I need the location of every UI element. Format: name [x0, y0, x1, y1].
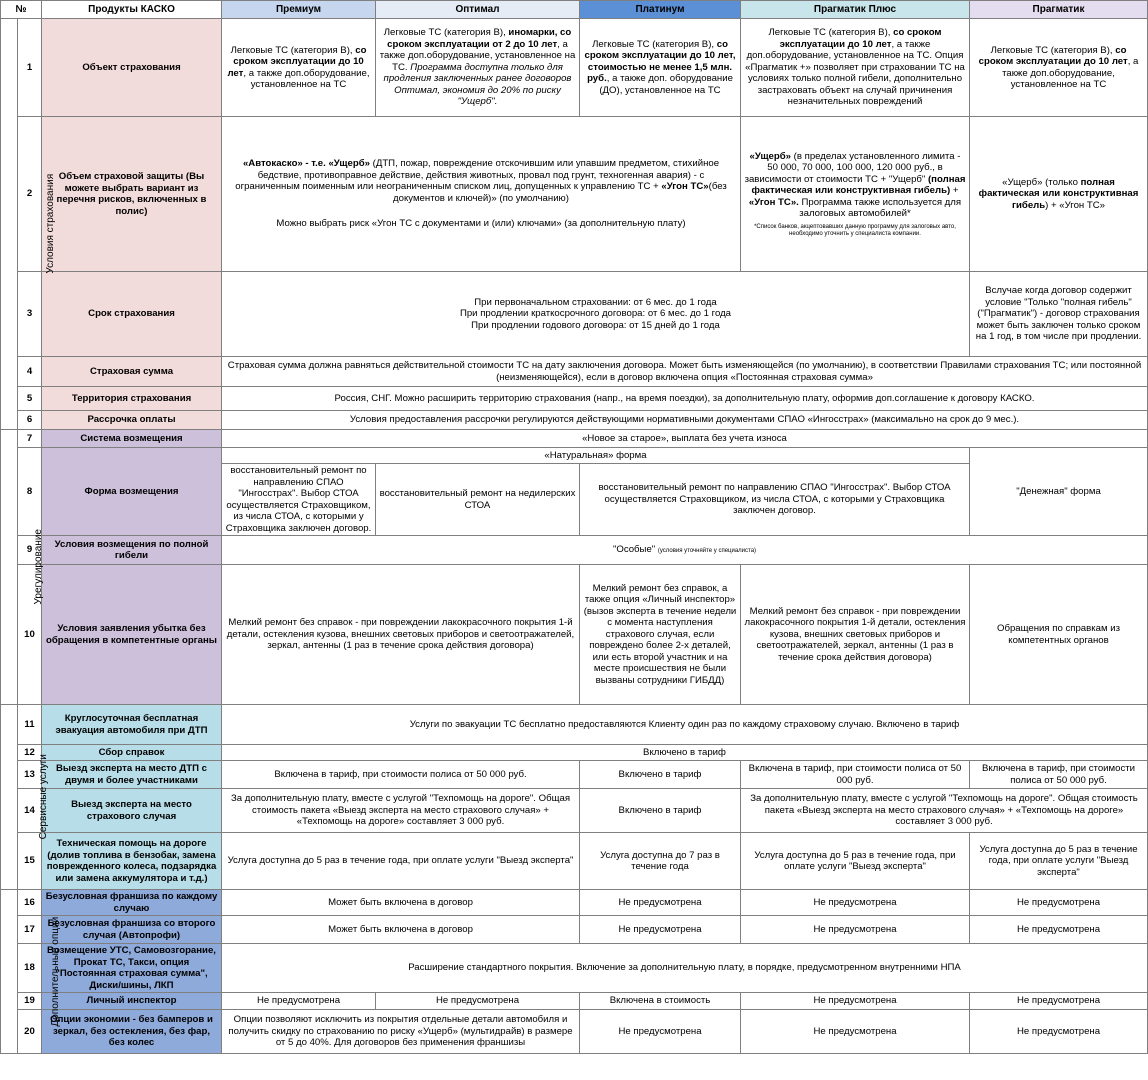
row-title: Безусловная франшиза по каждому случаю — [42, 890, 222, 916]
col-pragmatik-plus-header: Прагматик Плюс — [741, 1, 970, 19]
cell-premium-optimal: Услуга доступна до 5 раз в течение года, при оплате услуги "Выезд эксперта" — [222, 833, 580, 890]
row-number: 3 — [18, 272, 42, 357]
cell-all-products: Услуги по эвакуации ТС бесплатно предоставляются Клиенту один раз по каждому страховому случаю. Включено в тариф — [222, 705, 1148, 745]
table-row — [1, 705, 1148, 745]
row-title: Техническая помощь на дороге (долив топлива в бензобак, замена поврежденного колеса, подзарядка или замена аккумулятора и т.д.) — [42, 833, 222, 890]
cell-pragmatik-plus: Включена в тариф, при стоимости полиса от 50 000 руб. — [741, 761, 970, 789]
row-number: 9 — [18, 536, 42, 565]
table-row — [1, 789, 1148, 833]
row-title: Условия возмещения по полной гибели — [42, 536, 222, 565]
col-premium-header: Премиум — [222, 1, 376, 19]
col-num-header: № — [1, 1, 42, 19]
table-header-row — [1, 1, 1148, 19]
row-number: 18 — [18, 944, 42, 993]
cell-pragmatik: Не предусмотрена — [970, 1010, 1148, 1054]
cell-platinum: Не предусмотрена — [580, 916, 741, 944]
row-number: 12 — [18, 745, 42, 761]
row-number: 1 — [18, 19, 42, 117]
col-pragmatik-header: Прагматик — [970, 1, 1148, 19]
row-number: 19 — [18, 993, 42, 1010]
cell-premium-to-pragmatik-plus: При первоначальном страховании: от 6 мес. до 1 года При продлении краткосрочного договора: от 6 мес. до 1 года При продлении годового договора: от 15 дней до 1 года — [222, 272, 970, 357]
row-number: 17 — [18, 916, 42, 944]
row-number: 10 — [18, 565, 42, 705]
cell-natural-form: «Натуральная» форма — [222, 448, 970, 464]
row-number: 7 — [18, 430, 42, 448]
row-title: Выезд эксперта на место страхового случая — [42, 789, 222, 833]
cell-platinum: Не предусмотрена — [580, 890, 741, 916]
cell-premium: Не предусмотрена — [222, 993, 376, 1010]
cell-pragmatik: Обращения по справкам из компетентных органов — [970, 565, 1148, 705]
table-row — [1, 890, 1148, 916]
cell-pragmatik: Вслучае когда договор содержит условие "Только "полная гибель"("Прагматик") - договор страхования может быть заключен только сроком на 1 год, в том числе при продлении. — [970, 272, 1148, 357]
cell-all-products: "Особые" (условия уточняйте у специалиста) — [222, 536, 1148, 565]
row-number: 2 — [18, 117, 42, 272]
row-number: 14 — [18, 789, 42, 833]
cell-all-products: Расширение стандартного покрытия. Включение за дополнительную плату, в порядке, предусмотренном внутренними НПА — [222, 944, 1148, 993]
cell-platinum: Легковые ТС (категория В), со сроком эксплуатации до 10 лет, стоимостью не менее 1,5 млн. руб., а также доп. оборудование (ДО), установленное на ТС — [580, 19, 741, 117]
row-number: 15 — [18, 833, 42, 890]
group-label-service: Сервисные услуги — [1, 705, 18, 890]
row-title: Сбор справок — [42, 745, 222, 761]
cell-premium-optimal: Может быть включена в договор — [222, 890, 580, 916]
table-row — [1, 387, 1148, 411]
table-row — [1, 117, 1148, 272]
cell-premium-optimal: Может быть включена в договор — [222, 916, 580, 944]
cell-all-products: Россия, СНГ. Можно расширить территорию страхования (напр., на время поездки), за дополнительную плату, оформив доп.соглашение к договору КАСКО. — [222, 387, 1148, 411]
row-title: Рассрочка оплаты — [42, 411, 222, 430]
cell-pragmatik-plus-pragmatik: За дополнительную плату, вместе с услугой "Техпомощь на дороге". Общая стоимость пакета «Выезд эксперта на место страхового случая» + «Техпомощь на дороге» составляет 3 000 руб. — [741, 789, 1148, 833]
table-row — [1, 430, 1148, 448]
cell-platinum: Включено в тариф — [580, 789, 741, 833]
cell-premium-optimal: Опции позволяют исключить из покрытия отдельные детали автомобиля и получить скидку по страхованию по риску «Ущерб» (мультидрайв) в размере от 5 до 40%. Для договоров без применения франшизы — [222, 1010, 580, 1054]
group-label-conditions: Условия страхования — [1, 19, 18, 430]
cell-optimal: Легковые ТС (категория В), иномарки, со сроком эксплуатации от 2 до 10 лет, а также доп.оборудование, установленное на ТС. Программа доступна только для продления заключенных ранее договоров Оптимал, экономия до 20% по риску "Ущерб". — [376, 19, 580, 117]
table-row — [1, 745, 1148, 761]
cell-pragmatik-plus: Не предусмотрена — [741, 916, 970, 944]
cell-pragmatik: Легковые ТС (категория В), со сроком эксплуатации до 10 лет, а также доп.оборудование, установленное на ТС — [970, 19, 1148, 117]
table-row — [1, 993, 1148, 1010]
cell-pragmatik: "Денежная" форма — [970, 448, 1148, 536]
table-row — [1, 272, 1148, 357]
table-row — [1, 411, 1148, 430]
cell-pragmatik: Услуга доступна до 5 раз в течение года, при оплате услуги "Выезд эксперта" — [970, 833, 1148, 890]
table-row — [1, 565, 1148, 705]
row-title: Объем страховой защиты (Вы можете выбрать вариант из перечня рисков, включенных в полис) — [42, 117, 222, 272]
row-title: Условия заявления убытка без обращения в компетентные органы — [42, 565, 222, 705]
cell-platinum-pragmatik-plus: восстановительный ремонт по направлению СПАО "Ингосстрах". Выбор СТОА осуществляется Страховщиком, из числа СТОА, с которыми у Страховщика заключен договор. — [580, 464, 970, 536]
row-number: 8 — [18, 448, 42, 536]
row-title: Опции экономии - без бамперов и зеркал, без остекления, без фар, без колес — [42, 1010, 222, 1054]
cell-pragmatik-plus: Легковые ТС (категория В), со сроком эксплуатации до 10 лет, а также доп.оборудование, установленное на ТС. Опция «Прагматик +» позволяет при страховании ТС на условиях только полной гибели, дополнительно застраховать объект на случай причинения незначительных повреждений — [741, 19, 970, 117]
table-row — [1, 761, 1148, 789]
row-number: 13 — [18, 761, 42, 789]
cell-premium: восстановительный ремонт по направлению СПАО "Ингосстрах". Выбор СТОА осуществляется Страховщиком, из числа СТОА, с которыми у Страховщика заключен договор. — [222, 464, 376, 536]
col-optimal-header: Оптимал — [376, 1, 580, 19]
cell-all-products: Страховая сумма должна равняться действительной стоимости ТС на дату заключения договора. Может быть изменяющейся (по умолчанию), в соответствии Правилами страхования ТС; или постоянной (неизменяющейся), если в договор включена опция «Постоянная страховая сумма» — [222, 357, 1148, 387]
cell-premium: Легковые ТС (категория В), со сроком эксплуатации до 10 лет, а также доп.оборудование, установленное на ТС — [222, 19, 376, 117]
col-products-header: Продукты КАСКО — [42, 1, 222, 19]
row-title: Безусловная франшиза со второго случая (Автопрофи) — [42, 916, 222, 944]
cell-optimal: Не предусмотрена — [376, 993, 580, 1010]
row-number: 6 — [18, 411, 42, 430]
cell-pragmatik: Не предусмотрена — [970, 890, 1148, 916]
cell-platinum: Услуга доступна до 7 раз в течение года — [580, 833, 741, 890]
table-row — [1, 448, 1148, 464]
table-row — [1, 357, 1148, 387]
cell-pragmatik-plus: «Ущерб» (в пределах установленного лимита - 50 000, 70 000, 100 000, 120 000 руб., в зависимости от стоимости ТС + "Ущерб" (полная фактическая или конструктивная гибель) + «Угон ТС». Программа также используется для залоговых автомобилей* *Список банков, акцептовавших данную программу для залоговых авто, необходимо уточнить у специалиста компании. — [741, 117, 970, 272]
cell-optimal: восстановительный ремонт на недилерских СТОА — [376, 464, 580, 536]
cell-premium-optimal-platinum: «Автокаско» - т.е. «Ущерб» (ДТП, пожар, повреждение отскочившим или упавшим предметом, стихийное бедствие, противоправное действие, действия животных, провал под грунт, техногенная авария) - с ограниченным поименным или неограниченным списком лиц, допущенных к управлению ТС + «Угон ТС»(без документов и ключей)» (по умолчанию) Можно выбрать риск «Угон ТС с документами и (или) ключами» (за дополнительную плату) — [222, 117, 741, 272]
cell-pragmatik-plus: Услуга доступна до 5 раз в течение года, при оплате услуги "Выезд эксперта" — [741, 833, 970, 890]
row-number: 5 — [18, 387, 42, 411]
row-number: 4 — [18, 357, 42, 387]
cell-pragmatik-plus: Не предусмотрена — [741, 890, 970, 916]
cell-pragmatik: Не предусмотрена — [970, 916, 1148, 944]
table-row — [1, 833, 1148, 890]
cell-premium-optimal: Мелкий ремонт без справок - при повреждении лакокрасочного покрытия 1-й детали, остекления кузова, внешних световых приборов и светоотражателей, зеркал, антенны (1 раз в течение срока действия договора) — [222, 565, 580, 705]
cell-pragmatik: «Ущерб» (только полная фактическая или конструктивная гибель) + «Угон ТС» — [970, 117, 1148, 272]
table-row — [1, 19, 1148, 117]
table-row — [1, 916, 1148, 944]
table-row — [1, 536, 1148, 565]
cell-platinum: Не предусмотрена — [580, 1010, 741, 1054]
group-label-options: Дополнительные опции — [1, 890, 18, 1054]
cell-all-products: Условия предоставления рассрочки регулируются действующими нормативными документами СПАО «Ингосстрах» (максимально на срок до 9 мес.). — [222, 411, 1148, 430]
row-title: Территория страхования — [42, 387, 222, 411]
cell-pragmatik-plus: Не предусмотрена — [741, 993, 970, 1010]
cell-all-products: «Новое за старое», выплата без учета износа — [222, 430, 1148, 448]
cell-platinum: Включена в стоимость — [580, 993, 741, 1010]
table-row — [1, 1010, 1148, 1054]
cell-premium-optimal: За дополнительную плату, вместе с услугой "Техпомощь на дороге". Общая стоимость пакета «Выезд эксперта на место страхового случая» + «Техпомощь на дороге» составляет 3 000 руб. — [222, 789, 580, 833]
cell-all-products: Включено в тариф — [222, 745, 1148, 761]
row-title: Страховая сумма — [42, 357, 222, 387]
row-title: Выезд эксперта на место ДТП с двумя и более участниками — [42, 761, 222, 789]
row-title: Срок страхования — [42, 272, 222, 357]
group-label-settlement: Урегулирование — [1, 430, 18, 705]
row-number: 16 — [18, 890, 42, 916]
row-title: Круглосуточная бесплатная эвакуация автомобиля при ДТП — [42, 705, 222, 745]
cell-pragmatik-plus: Не предусмотрена — [741, 1010, 970, 1054]
row-title: Объект страхования — [42, 19, 222, 117]
cell-pragmatik-plus: Мелкий ремонт без справок - при повреждении лакокрасочного покрытия 1-й детали, остекления кузова, внешних световых приборов и светоотражателей, зеркал, антенны (1 раз в течение срока действия договора) — [741, 565, 970, 705]
row-title: Возмещение УТС, Самовозгорание, Прокат ТС, Такси, опция "Постоянная страховая сумма", Диски/шины, ЛКП — [42, 944, 222, 993]
row-title: Личный инспектор — [42, 993, 222, 1010]
row-number: 20 — [18, 1010, 42, 1054]
cell-platinum: Включено в тариф — [580, 761, 741, 789]
cell-premium-optimal: Включена в тариф, при стоимости полиса от 50 000 руб. — [222, 761, 580, 789]
row-title: Форма возмещения — [42, 448, 222, 536]
col-platinum-header: Платинум — [580, 1, 741, 19]
row-title: Система возмещения — [42, 430, 222, 448]
table-row — [1, 944, 1148, 993]
cell-pragmatik: Включена в тариф, при стоимости полиса от 50 000 руб. — [970, 761, 1148, 789]
cell-platinum: Мелкий ремонт без справок, а также опция «Личный инспектор» (вызов эксперта в течение недели с момента наступления страхового случая, если повреждено более 2-х деталей, или есть второй участник и на месте происшествия не были вызваны сотрудники ГИБДД) — [580, 565, 741, 705]
cell-pragmatik: Не предусмотрена — [970, 993, 1148, 1010]
row-number: 11 — [18, 705, 42, 745]
